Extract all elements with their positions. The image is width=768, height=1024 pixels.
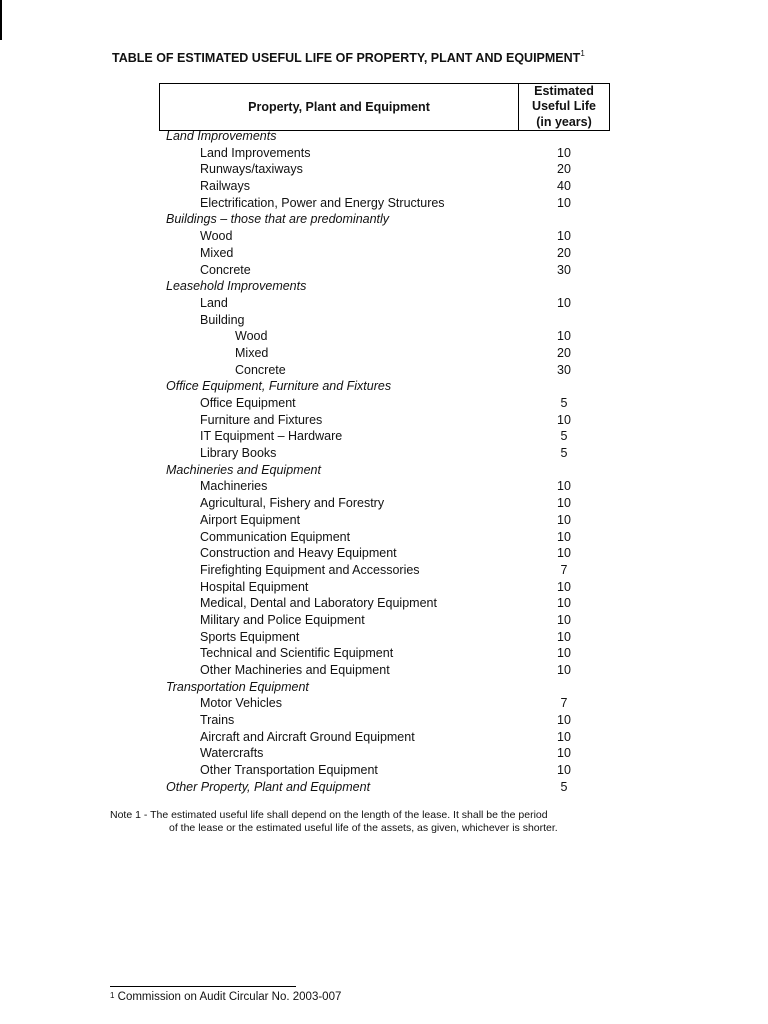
table-row [0,245,768,262]
useful-life-value: 10 [557,646,571,661]
item-label: Hospital Equipment [200,579,309,594]
useful-life-value: 20 [557,162,571,177]
item-label: Wood [235,329,268,344]
category-row [0,211,768,228]
useful-life-value: 10 [557,229,571,244]
table-row [0,645,768,662]
table-row [0,428,768,445]
item-label: Trains [200,713,235,728]
table-header [159,83,610,131]
table-row [0,745,768,762]
note-line-2: of the lease or the estimated useful life of the assets, as given, whichever is shorter. [169,822,558,834]
item-label: Railways [200,179,251,194]
column-header-useful-life [519,84,609,130]
table-row [0,362,768,379]
footnote-text: Commission on Audit Circular No. 2003-007 [114,991,342,1003]
useful-life-value: 10 [557,763,571,778]
category-label: Other Property, Plant and Equipment [166,779,371,794]
item-label: Concrete [235,362,286,377]
item-label: Sports Equipment [200,629,300,644]
item-label: Land Improvements [200,145,311,160]
item-label: Building [200,312,245,327]
table-row [0,695,768,712]
table-row [0,512,768,529]
table-row [0,729,768,746]
category-row [0,462,768,479]
table-row [0,662,768,679]
useful-life-value: 10 [557,663,571,677]
item-label: Mixed [235,345,269,360]
useful-life-value: 10 [557,612,571,627]
useful-life-value: 5 [560,446,568,461]
item-label: Airport Equipment [200,512,301,527]
item-label: Land [200,295,228,310]
column-header-property: Property, Plant and Equipment [248,100,430,114]
table-row [0,595,768,612]
useful-life-value: 40 [557,179,571,194]
useful-life-value: 7 [560,562,568,577]
table-row [0,395,768,412]
column-header-line: (in years) [536,114,592,129]
item-label: Agricultural, Fishery and Forestry [200,496,385,511]
useful-life-value: 10 [557,546,571,561]
useful-life-value: 10 [557,746,571,761]
useful-life-value: 10 [557,729,571,744]
item-label: Military and Police Equipment [200,612,365,627]
useful-life-value: 20 [557,245,571,260]
table-row [0,762,768,779]
footnote [110,991,341,1003]
item-label: Motor Vehicles [200,696,282,711]
table-row [0,612,768,629]
category-label: Leasehold Improvements [166,279,307,294]
column-header-line: Useful Life [532,99,596,114]
item-label: Wood [200,229,233,244]
useful-life-value: 10 [557,512,571,527]
item-label: Medical, Dental and Laboratory Equipment [200,596,437,611]
item-label: Mixed [200,245,234,260]
useful-life-value: 10 [557,579,571,594]
table-row [0,412,768,429]
item-label: Other Machineries and Equipment [200,663,390,677]
category-row [0,378,768,395]
footnote-divider [110,986,296,987]
table-row [0,529,768,546]
table-row [0,295,768,312]
table-body [0,128,768,796]
item-label: Furniture and Fixtures [200,412,323,427]
item-label: Technical and Scientific Equipment [200,646,394,661]
table-row [0,629,768,646]
item-label: Runways/taxiways [200,162,303,177]
category-label: Machineries and Equipment [166,462,321,477]
table-note [110,809,558,835]
item-label: Other Transportation Equipment [200,763,378,778]
useful-life-value: 10 [557,195,571,210]
item-label: Concrete [200,262,251,277]
category-label: Land Improvements [166,129,277,143]
category-row [0,779,768,796]
item-label: Electrification, Power and Energy Structures [200,195,445,210]
useful-life-value: 30 [557,362,571,377]
useful-life-value: 5 [560,429,568,444]
table-row [0,579,768,596]
useful-life-value: 10 [557,412,571,427]
table-row [0,712,768,729]
item-label: Library Books [200,446,277,461]
title-text: TABLE OF ESTIMATED USEFUL LIFE OF PROPERTY, PLANT AND EQUIPMENT [112,51,581,65]
item-label: Construction and Heavy Equipment [200,546,397,561]
item-label: Communication Equipment [200,529,351,544]
useful-life-value: 10 [557,596,571,611]
table-row [0,545,768,562]
item-label: Watercrafts [200,746,264,761]
table-row [0,345,768,362]
page-edge-mark [0,0,2,40]
page-title [112,51,585,65]
category-label: Office Equipment, Furniture and Fixtures [166,379,392,394]
table-row [0,328,768,345]
table-row [0,445,768,462]
useful-life-value: 7 [560,696,568,711]
table-row [0,312,768,329]
category-row [0,128,768,145]
useful-life-value: 30 [557,262,571,277]
useful-life-value: 10 [557,295,571,310]
useful-life-value: 10 [557,496,571,511]
useful-life-value: 10 [557,145,571,160]
table-row [0,228,768,245]
item-label: Machineries [200,479,268,494]
category-label: Buildings – those that are predominantly [166,212,390,227]
useful-life-value: 10 [557,713,571,728]
category-label: Transportation Equipment [166,679,309,694]
table-row [0,161,768,178]
footnote-marker: 1 [110,991,115,1000]
table-row [0,178,768,195]
note-line-1: Note 1 - The estimated useful life shall depend on the length of the lease. It shall be the period [110,809,548,821]
item-label: Aircraft and Aircraft Ground Equipment [200,729,415,744]
useful-life-value: 10 [557,329,571,344]
title-footnote-ref: 1 [580,49,585,58]
table-row [0,478,768,495]
item-label: IT Equipment – Hardware [200,429,343,444]
table-row [0,262,768,279]
useful-life-value: 10 [557,529,571,544]
table-row [0,495,768,512]
table-row [0,562,768,579]
column-header-line: Estimated [534,83,594,98]
category-row [0,278,768,295]
useful-life-value: 5 [560,396,568,410]
useful-life-value: 10 [557,629,571,644]
useful-life-value: 10 [557,479,571,494]
useful-life-value: 5 [560,779,568,794]
useful-life-value: 20 [557,345,571,360]
table-row [0,145,768,162]
item-label: Office Equipment [200,396,296,410]
category-row [0,679,768,696]
item-label: Firefighting Equipment and Accessories [200,562,420,577]
table-row [0,195,768,212]
